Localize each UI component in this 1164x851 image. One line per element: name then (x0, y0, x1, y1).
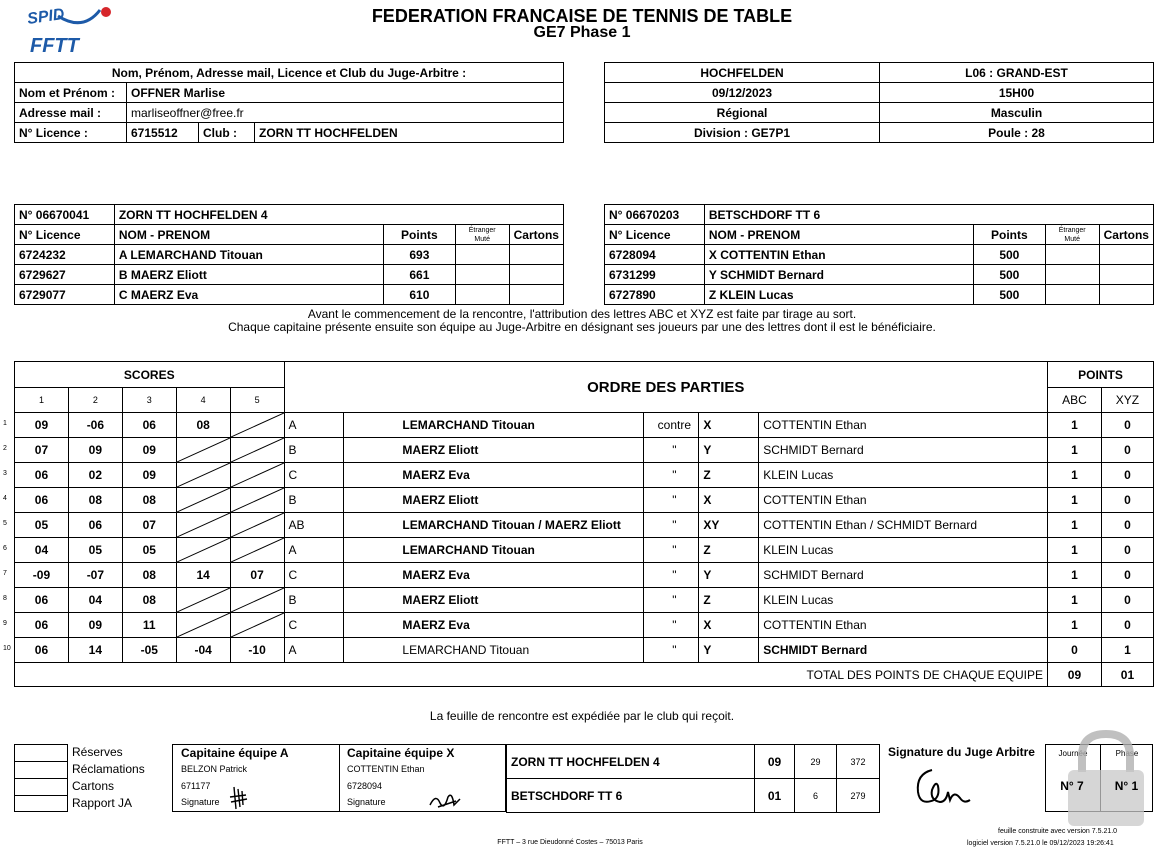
player-a-name: LEMARCHAND Titouan / MAERZ Eliott (344, 513, 644, 538)
team-a-col-cards: Cartons (509, 225, 563, 245)
points-xyz: 0 (1101, 588, 1153, 613)
empty-set-cell (230, 513, 284, 538)
team-x-col-licence: N° Licence (605, 225, 705, 245)
federation-title: FEDERATION FRANCAISE DE TENNIS DE TABLE (371, 6, 793, 26)
match-gender: Masculin (880, 103, 1154, 123)
captain-a-name: BELZON Patrick (181, 764, 248, 774)
points-abc: 1 (1048, 538, 1102, 563)
result-points-a: 09 (755, 745, 795, 779)
points-xyz: 1 (1101, 638, 1153, 663)
player-a-name: MAERZ Eliott (344, 438, 644, 463)
game-number: 10 (3, 645, 11, 652)
player-x-name: SCHMIDT Bernard (759, 563, 1048, 588)
referee-mail-label: Adresse mail : (15, 103, 127, 123)
versus: " (644, 563, 699, 588)
team-a-player-row: 6724232 A LEMARCHAND Titouan 693 (15, 245, 564, 265)
team-a-player-row: 6729077 C MAERZ Eva 610 (15, 285, 564, 305)
referee-table (14, 62, 564, 143)
order-header: ORDRE DES PARTIES (284, 362, 1047, 413)
set-score: 06 (68, 513, 122, 538)
player-x-letter: Y (699, 438, 759, 463)
game-row (15, 438, 1154, 463)
set-score: 08 (176, 413, 230, 438)
referee-name-label: Nom et Prénom : (15, 83, 127, 103)
draw-notice-line2: Chaque capitaine présente ensuite son équipe au Juge-Arbitre en désignant ses joueurs par une des lettres dont il est le bénéficiaire. (228, 320, 936, 334)
match-league: L06 : GRAND-EST (880, 63, 1154, 83)
set-score: 09 (68, 613, 122, 638)
game-row (15, 538, 1154, 563)
result-balls-x: 279 (837, 779, 880, 813)
versus: " (644, 613, 699, 638)
captain-a-signature (228, 785, 250, 811)
team-x-player-row: 6727890 Z KLEIN Lucas 500 (605, 285, 1154, 305)
result-team-a: ZORN TT HOCHFELDEN 4 (507, 745, 755, 779)
set-score: 09 (122, 463, 176, 488)
set-score: 06 (15, 588, 69, 613)
day-value: N° 7 (1060, 779, 1084, 793)
empty-set-cell (176, 513, 230, 538)
points-xyz: 0 (1101, 613, 1153, 638)
versus: " (644, 438, 699, 463)
captain-a-signature-label: Signature (181, 797, 220, 807)
game-number: 6 (3, 545, 7, 552)
player-a-letter: B (284, 588, 344, 613)
empty-set-cell (176, 613, 230, 638)
set-score: -07 (68, 563, 122, 588)
set-score: -09 (15, 563, 69, 588)
game-number: 3 (3, 470, 7, 477)
total-label: TOTAL DES POINTS DE CHAQUE EQUIPE (15, 663, 1048, 687)
logo-fftt-text: FFTT (30, 35, 79, 56)
points-abc: 0 (1048, 638, 1102, 663)
set-score: 09 (122, 438, 176, 463)
results-table (506, 744, 880, 813)
set-score: -10 (230, 638, 284, 663)
team-x-col-foreign: Étranger Muté (1045, 225, 1099, 245)
captains-box (172, 744, 506, 812)
versus: " (644, 638, 699, 663)
set-score: 07 (230, 563, 284, 588)
team-x-col-cards: Cartons (1099, 225, 1153, 245)
set-score: 05 (68, 538, 122, 563)
versus: " (644, 588, 699, 613)
captain-x-signature (428, 789, 462, 811)
day-label: Journée (1058, 749, 1088, 758)
captain-a-title: Capitaine équipe A (181, 746, 289, 760)
player-a-letter: A (284, 638, 344, 663)
checklist-report: Rapport JA (72, 796, 133, 810)
game-row (15, 613, 1154, 638)
player-x-letter: Z (699, 538, 759, 563)
set-number: 2 (68, 388, 122, 413)
game-row (15, 563, 1154, 588)
set-score: 06 (15, 463, 69, 488)
set-score: 09 (68, 438, 122, 463)
player-a-letter: C (284, 613, 344, 638)
points-header: POINTS (1048, 362, 1154, 388)
versus: " (644, 513, 699, 538)
empty-set-cell (176, 588, 230, 613)
player-a-name: LEMARCHAND Titouan (344, 538, 644, 563)
player-x-name: KLEIN Lucas (759, 538, 1048, 563)
team-x-table (604, 204, 1154, 305)
empty-set-cell (230, 438, 284, 463)
result-balls-a: 372 (837, 745, 880, 779)
player-x-letter: X (699, 413, 759, 438)
set-score: -05 (122, 638, 176, 663)
result-sets-a: 29 (795, 745, 837, 779)
player-x-letter: X (699, 488, 759, 513)
team-x-col-name: NOM - PRENOM (704, 225, 973, 245)
points-xyz: 0 (1101, 538, 1153, 563)
set-score: 07 (15, 438, 69, 463)
team-a-player-row: 6729627 B MAERZ Eliott 661 (15, 265, 564, 285)
set-score: 05 (122, 538, 176, 563)
team-a-col-name: NOM - PRENOM (114, 225, 383, 245)
game-row (15, 588, 1154, 613)
empty-set-cell (230, 463, 284, 488)
set-score: 06 (15, 613, 69, 638)
empty-set-cell (230, 613, 284, 638)
player-a-letter: AB (284, 513, 344, 538)
captain-x-signature-label: Signature (347, 797, 386, 807)
game-number: 8 (3, 595, 7, 602)
points-xyz: 0 (1101, 513, 1153, 538)
points-abc: 1 (1048, 463, 1102, 488)
empty-set-cell (230, 488, 284, 513)
draw-notice-line1: Avant le commencement de la rencontre, l'attribution des lettres ABC et XYZ est faite par tirage au sort. (307, 307, 857, 321)
set-score: 14 (68, 638, 122, 663)
set-score: 08 (122, 488, 176, 513)
points-xyz: 0 (1101, 463, 1153, 488)
empty-set-cell (176, 538, 230, 563)
set-score: 08 (122, 588, 176, 613)
result-points-x: 01 (755, 779, 795, 813)
points-abc: 1 (1048, 563, 1102, 588)
player-x-name: KLEIN Lucas (759, 463, 1048, 488)
player-a-name: MAERZ Eva (344, 613, 644, 638)
points-abc: 1 (1048, 438, 1102, 463)
game-row (15, 488, 1154, 513)
game-number: 1 (3, 420, 7, 427)
player-a-letter: C (284, 463, 344, 488)
referee-club-label: Club : (199, 123, 255, 143)
total-xyz: 01 (1101, 663, 1153, 687)
set-number: 5 (230, 388, 284, 413)
result-sets-x: 6 (795, 779, 837, 813)
team-a-col-licence: N° Licence (15, 225, 115, 245)
games-table (14, 361, 1154, 687)
fftt-address: FFTT – 3 rue Dieudonné Costes – 75013 Paris (497, 839, 643, 846)
player-a-name: MAERZ Eliott (344, 488, 644, 513)
player-x-name: COTTENTIN Ethan (759, 613, 1048, 638)
player-a-letter: B (284, 438, 344, 463)
set-score: -04 (176, 638, 230, 663)
referee-title: Nom, Prénom, Adresse mail, Licence et Club du Juge-Arbitre : (15, 63, 564, 83)
player-a-name: LEMARCHAND Titouan (344, 413, 644, 438)
team-a-name: ZORN TT HOCHFELDEN 4 (114, 205, 563, 225)
player-x-name: COTTENTIN Ethan (759, 488, 1048, 513)
game-row (15, 513, 1154, 538)
player-a-letter: C (284, 563, 344, 588)
team-a-col-points: Points (383, 225, 455, 245)
points-xyz: 0 (1101, 488, 1153, 513)
team-x-number: N° 06670203 (605, 205, 705, 225)
player-x-name: SCHMIDT Bernard (759, 638, 1048, 663)
points-xyz: 0 (1101, 563, 1153, 588)
set-score: -06 (68, 413, 122, 438)
software-version: logiciel version 7.5.21.0 le 09/12/2023 19:26:41 (967, 840, 1114, 847)
set-number: 4 (176, 388, 230, 413)
game-number: 9 (3, 620, 7, 627)
set-score: 06 (15, 638, 69, 663)
player-a-name: MAERZ Eva (344, 563, 644, 588)
points-abc: 1 (1048, 588, 1102, 613)
game-row (15, 413, 1154, 438)
empty-set-cell (230, 413, 284, 438)
competition-title: GE7 Phase 1 (533, 24, 631, 41)
referee-mail: marliseoffner@free.fr (127, 103, 564, 123)
player-x-name: SCHMIDT Bernard (759, 438, 1048, 463)
player-a-name: LEMARCHAND Titouan (344, 638, 644, 663)
set-score: 06 (122, 413, 176, 438)
team-x-name: BETSCHDORF TT 6 (704, 205, 1153, 225)
set-score: 09 (15, 413, 69, 438)
game-number: 5 (3, 520, 7, 527)
points-abc: 1 (1048, 613, 1102, 638)
player-a-name: MAERZ Eva (344, 463, 644, 488)
set-score: 05 (15, 513, 69, 538)
abc-header: ABC (1048, 388, 1102, 413)
game-number: 7 (3, 570, 7, 577)
player-a-letter: B (284, 488, 344, 513)
game-row (15, 638, 1154, 663)
player-x-name: COTTENTIN Ethan / SCHMIDT Bernard (759, 513, 1048, 538)
versus: " (644, 463, 699, 488)
player-x-letter: Y (699, 563, 759, 588)
player-x-name: KLEIN Lucas (759, 588, 1048, 613)
player-x-letter: Z (699, 463, 759, 488)
team-a-col-foreign: Étranger Muté (455, 225, 509, 245)
team-x-col-points: Points (973, 225, 1045, 245)
points-abc: 1 (1048, 513, 1102, 538)
checklist-cards: Cartons (72, 779, 115, 793)
match-time: 15H00 (880, 83, 1154, 103)
match-level: Régional (605, 103, 880, 123)
captain-x-title: Capitaine équipe X (347, 746, 455, 760)
xyz-header: XYZ (1101, 388, 1153, 413)
player-x-letter: Z (699, 588, 759, 613)
built-with-version: feuille construite avec version 7.5.21.0 (998, 828, 1118, 835)
total-abc: 09 (1048, 663, 1102, 687)
game-row (15, 463, 1154, 488)
player-a-letter: A (284, 538, 344, 563)
team-x-player-row: 6731299 Y SCHMIDT Bernard 500 (605, 265, 1154, 285)
points-xyz: 0 (1101, 438, 1153, 463)
logo-spid-text: SPID (28, 5, 66, 28)
points-abc: 1 (1048, 413, 1102, 438)
checklist-reserves: Réserves (72, 745, 123, 759)
sent-notice: La feuille de rencontre est expédiée par le club qui reçoit. (429, 709, 735, 723)
set-score: 11 (122, 613, 176, 638)
team-x-player-row: 6728094 X COTTENTIN Ethan 500 (605, 245, 1154, 265)
match-division: Division : GE7P1 (605, 123, 880, 143)
set-number: 1 (15, 388, 69, 413)
checklist-complaints: Réclamations (72, 762, 145, 776)
match-info-table (604, 62, 1154, 143)
set-score: 06 (15, 488, 69, 513)
referee-signature-label: Signature du Juge Arbitre (888, 745, 1035, 759)
referee-club: ZORN TT HOCHFELDEN (255, 123, 564, 143)
points-xyz: 0 (1101, 413, 1153, 438)
points-abc: 1 (1048, 488, 1102, 513)
set-score: 08 (68, 488, 122, 513)
match-place: HOCHFELDEN (605, 63, 880, 83)
player-x-letter: Y (699, 638, 759, 663)
set-score: 07 (122, 513, 176, 538)
empty-set-cell (176, 488, 230, 513)
phase-label: Phase (1115, 749, 1139, 758)
team-a-table (14, 204, 564, 305)
phase-value: N° 1 (1114, 779, 1139, 793)
player-a-name: MAERZ Eliott (344, 588, 644, 613)
match-date: 09/12/2023 (605, 83, 880, 103)
set-score: 02 (68, 463, 122, 488)
set-number: 3 (122, 388, 176, 413)
game-number: 4 (3, 495, 7, 502)
referee-licence: 6715512 (127, 123, 199, 143)
set-score: 08 (122, 563, 176, 588)
player-x-letter: X (699, 613, 759, 638)
checklist (14, 744, 174, 812)
result-team-x: BETSCHDORF TT 6 (507, 779, 755, 813)
empty-set-cell (176, 463, 230, 488)
set-score: 04 (15, 538, 69, 563)
empty-set-cell (230, 588, 284, 613)
game-number: 2 (3, 445, 7, 452)
set-score: 14 (176, 563, 230, 588)
versus: " (644, 538, 699, 563)
versus: " (644, 488, 699, 513)
scores-header: SCORES (15, 362, 285, 388)
referee-signature (910, 760, 972, 812)
referee-name: OFFNER Marlise (127, 83, 564, 103)
empty-set-cell (176, 438, 230, 463)
player-x-name: COTTENTIN Ethan (759, 413, 1048, 438)
empty-set-cell (230, 538, 284, 563)
captain-x-licence: 6728094 (347, 781, 383, 791)
captain-a-licence: 671177 (181, 781, 211, 791)
player-a-letter: A (284, 413, 344, 438)
set-score: 04 (68, 588, 122, 613)
match-pool: Poule : 28 (880, 123, 1154, 143)
team-a-number: N° 06670041 (15, 205, 115, 225)
referee-licence-label: N° Licence : (15, 123, 127, 143)
player-x-letter: XY (699, 513, 759, 538)
captain-x-name: COTTENTIN Ethan (347, 764, 425, 774)
versus: contre (644, 413, 699, 438)
